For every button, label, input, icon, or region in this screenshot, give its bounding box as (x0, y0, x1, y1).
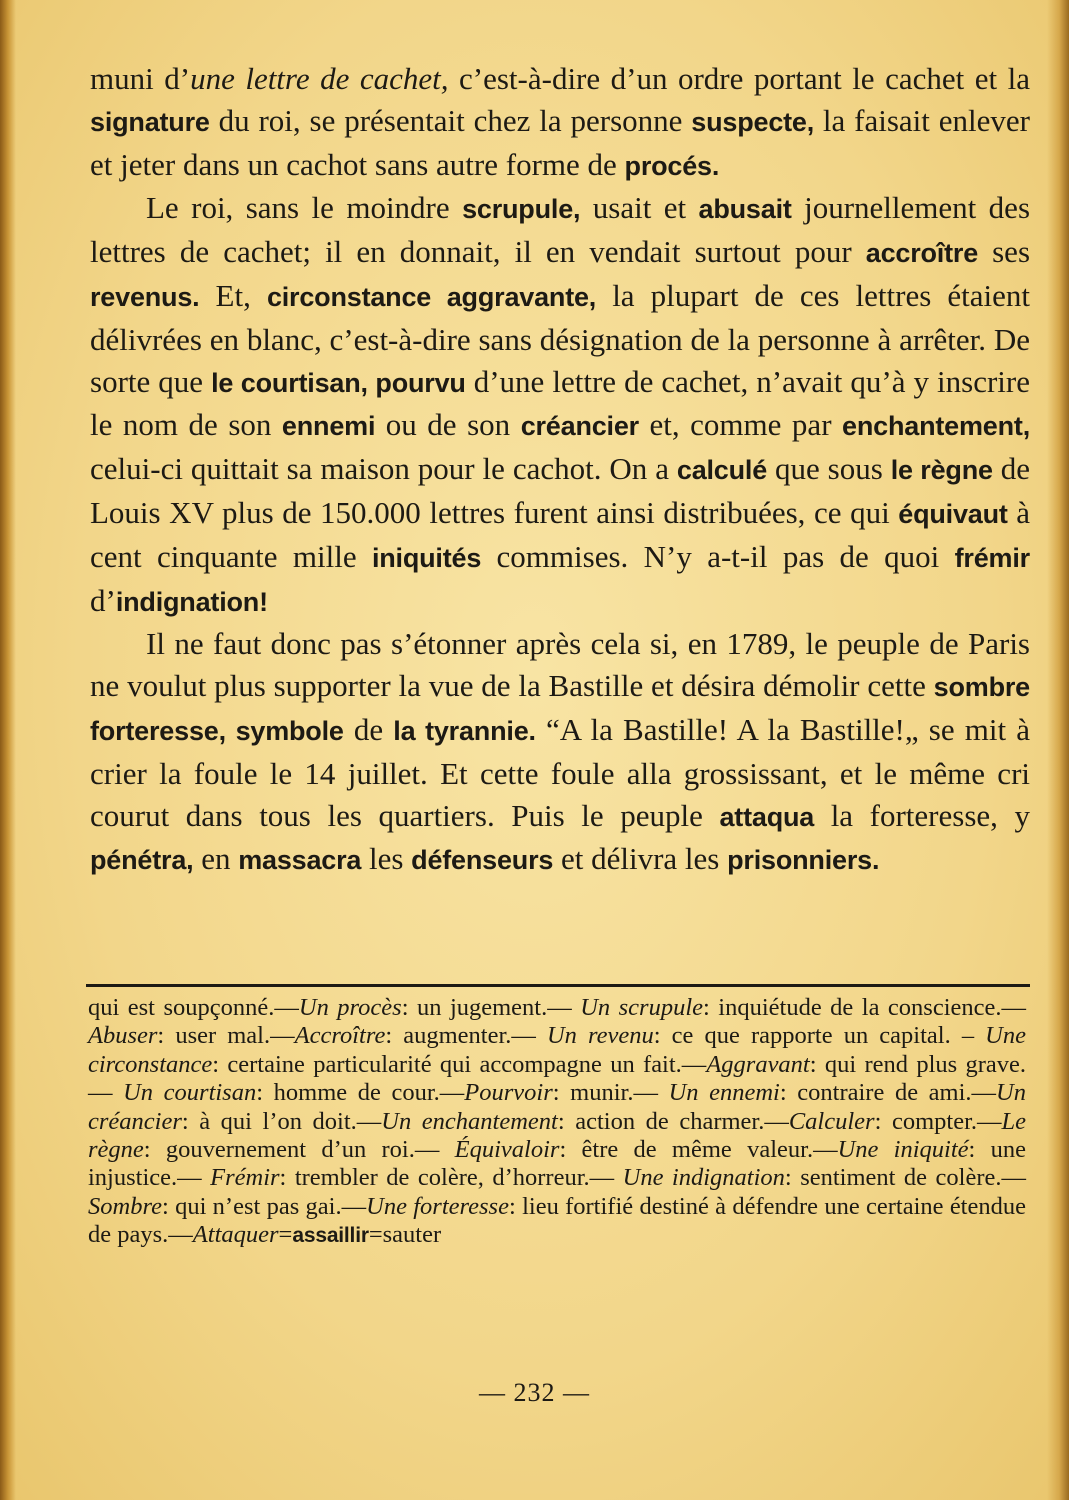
text-run: et délivra les (553, 841, 728, 877)
bold-keyword: assaillir (292, 1224, 369, 1248)
text-run: commises. N’y a-t-il pas de quoi (481, 538, 955, 574)
italic-term: Une iniquité (837, 1136, 969, 1164)
text-run: : une injustice.— (88, 1136, 1027, 1192)
page-edge-right (1047, 0, 1069, 1500)
text-run: : ce que rapporte un capital. – (653, 1022, 986, 1050)
bold-keyword: revenus. (90, 281, 200, 312)
text-run: la forteresse, y (814, 797, 1030, 833)
text-run: : homme de cour.— (256, 1079, 465, 1107)
main-text (90, 58, 1030, 882)
text-run: Et, (199, 277, 267, 313)
text-run: : sentiment de colère.— (784, 1164, 1027, 1192)
italic-term: Un courtisan (123, 1079, 257, 1107)
italic-term: Une circonstance (88, 1022, 1026, 1078)
italic-term: Calculer (788, 1107, 875, 1135)
paragraph-3 (90, 623, 1030, 882)
text-run: d’ (90, 582, 116, 618)
italic-term: Un enchantement (381, 1107, 558, 1135)
bold-keyword: équivaut (898, 498, 1008, 529)
text-run: : qui n’est pas gai.— (161, 1192, 367, 1220)
italic-term: Accroître (294, 1022, 386, 1050)
italic-term: Un ennemi (668, 1079, 780, 1107)
text-run: que sous (767, 451, 891, 487)
page-edge-left (0, 0, 16, 1500)
bold-keyword: attaqua (719, 801, 815, 832)
italic-term: Une forteresse (366, 1192, 509, 1220)
italic-term: une lettre de cachet, (190, 61, 449, 96)
footnote-divider (86, 984, 1030, 987)
bold-keyword: créancier (520, 411, 639, 442)
text-run: la faisait enlever et jeter dans un cachot sans autre forme de (90, 102, 1030, 182)
text-run: : qui rend plus grave.— (88, 1050, 1026, 1107)
text-run: : trembler de colère, d’horreur.— (279, 1164, 623, 1192)
italic-term: Un créancier (88, 1079, 1026, 1135)
text-run: : inquiétude de la conscience.— (703, 994, 1027, 1021)
bold-keyword: scrupule, (462, 194, 581, 225)
text-run: usait et (580, 190, 699, 226)
italic-term: Sombre (88, 1192, 162, 1220)
text-run: : gouvernement d’un roi.— (143, 1136, 455, 1164)
paragraph-1 (90, 58, 1030, 187)
italic-term: Un revenu (546, 1022, 654, 1050)
bold-keyword: signature (90, 106, 210, 137)
text-run: Le roi, sans le moindre (146, 190, 463, 226)
italic-term: Pourvoir (464, 1079, 553, 1107)
bold-keyword: calculé (676, 455, 768, 486)
italic-term: Attaquer (192, 1221, 279, 1249)
text-run: ou de son (375, 407, 521, 443)
bold-keyword: le courtisan, pourvu (211, 367, 466, 398)
text-run: : compter.— (874, 1107, 1002, 1135)
bold-keyword: suspecte, (691, 106, 815, 137)
text-run: : augmenter.— (385, 1022, 547, 1050)
italic-term: Le règne (88, 1107, 1026, 1164)
bold-keyword: iniquités (371, 542, 482, 573)
footnotes (88, 994, 1026, 1251)
text-run: qui est soupçonné.— (88, 994, 299, 1021)
bold-keyword: abusait (698, 194, 792, 225)
text-run: Il ne faut donc pas s’étonner après cela si, en 1789, le peuple de Paris ne voulut plus supporter la vue de la Bastille et désira démolir cette (90, 626, 1030, 704)
text-run: “A la Bastille! A la Bastille!„ se mit à crier la foule le 14 juillet. Et cette foule alla grossissant, et le même cri courut dans tous les quartiers. Puis le peuple (90, 711, 1030, 833)
bold-keyword: la tyrannie. (393, 715, 536, 746)
text-run: journellement des lettres de cachet; il en donnait, il en vendait surtout pour (90, 190, 1031, 270)
italic-term: Aggravant (706, 1050, 810, 1078)
text-run: ses (978, 234, 1031, 270)
text-run: c’est-à-dire d’un ordre portant le cachet et la (448, 61, 1030, 96)
paragraph-2 (90, 187, 1030, 623)
text-run: : certaine particularité qui accompagne un fait.— (212, 1050, 707, 1078)
italic-term: Frémir (210, 1164, 280, 1192)
page-number: — 232 — (479, 1378, 590, 1407)
text-run: les (361, 841, 412, 877)
bold-keyword: ennemi (281, 411, 376, 442)
bold-keyword: frémir (954, 542, 1030, 573)
italic-term: Abuser (88, 1022, 158, 1050)
text-run: d’une lettre de cachet, n’avait qu’à y inscrire le nom de son (90, 363, 1030, 443)
text-run: de (343, 711, 394, 747)
italic-term: Un procès (298, 994, 402, 1021)
text-run: : contraire de ami.— (779, 1079, 997, 1107)
text-run: : user mal.— (157, 1022, 295, 1050)
text-run: : un jugement.— (401, 994, 581, 1021)
text-run: : à qui l’on doit.— (181, 1107, 382, 1135)
text-run: de Louis XV plus de 150.000 lettres furent ainsi distribuées, ce qui (90, 451, 1030, 530)
bold-keyword: procés. (624, 150, 720, 181)
text-run: du roi, se présentait chez la personne (209, 102, 692, 138)
italic-term: Équivaloir (454, 1136, 560, 1164)
text-run: à cent cinquante mille (90, 494, 1030, 574)
bold-keyword: défenseurs (411, 845, 554, 876)
text-run: : action de charmer.— (557, 1107, 789, 1135)
text-run: et, comme par (638, 407, 843, 443)
bold-keyword: prisonniers. (727, 845, 880, 876)
text-run: : lieu fortifié destiné à défendre une certaine étendue de pays.— (88, 1192, 1026, 1249)
text-run: : être de même valeur.— (559, 1136, 838, 1164)
bold-keyword: sombre forteresse, symbole (90, 672, 1030, 746)
bold-keyword: enchantement, (842, 411, 1030, 442)
bold-keyword: massacra (238, 845, 362, 876)
bold-keyword: circonstance aggravante, (266, 281, 597, 312)
bold-keyword: pénétra, (90, 845, 194, 876)
bold-keyword: indignation! (115, 586, 268, 617)
bold-keyword: le règne (890, 455, 993, 486)
text-run: =sauter (368, 1221, 442, 1249)
text-run: = (278, 1221, 293, 1249)
italic-term: Un scrupule (580, 994, 704, 1021)
bold-keyword: accroître (865, 238, 979, 269)
italic-term: Une indignation (622, 1164, 785, 1192)
text-run: : munir.— (552, 1079, 669, 1107)
text-run: en (193, 841, 239, 877)
text-run: la plupart de ces lettres étaient délivrées en blanc, c’est-à-dire sans désignation de la personne à arrêter. De sorte que (90, 277, 1030, 399)
text-run: celui-ci quittait sa maison pour le cachot. On a (90, 451, 677, 487)
text-run: muni d’ (90, 61, 191, 96)
